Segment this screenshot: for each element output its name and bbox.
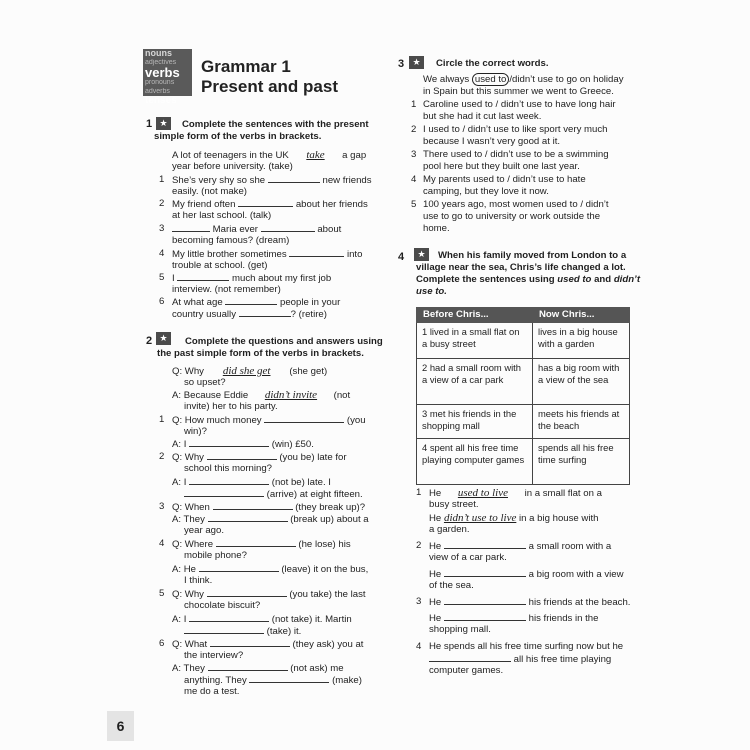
ex2-a1: A: I (win) £50. [172, 439, 314, 450]
item-number: 5 [159, 272, 165, 283]
instruction-line: Complete the questions and answers using [185, 336, 383, 347]
item-number: 5 [411, 199, 417, 210]
item-number: 4 [411, 174, 417, 185]
ex4-s1-cont: busy street. [429, 499, 479, 510]
star-icon: ★ [156, 117, 171, 130]
answer-blank[interactable] [444, 596, 526, 605]
ex2-a4: A: He (leave) it on the bus, [172, 564, 369, 575]
ex1-item-2: My friend often about her friends [172, 199, 368, 210]
ex4-s2: He a small room with a [429, 541, 612, 552]
ex2-a4-cont: I think. [184, 575, 213, 586]
item-number: 4 [159, 248, 165, 259]
table-header: Before Chris... [417, 308, 533, 323]
ex2-example-q-cont: so upset? [184, 377, 226, 388]
ex4-s2-b-cont: of the sea. [429, 580, 474, 591]
item-number: 1 [159, 414, 165, 425]
exercise-2-instruction [157, 336, 383, 360]
ex2-a3: A: They (break up) about a [172, 514, 369, 525]
logo-word: nouns [145, 48, 172, 58]
ex3-item-3-cont: pool here but they built one last year. [423, 161, 580, 172]
ex3-item-5[interactable]: 100 years ago, most women used to / didn’t [423, 199, 609, 210]
example-sentence: A lot of teenagers in the UK take a gap [172, 149, 367, 161]
ex2-q6: Q: What (they ask) you at [172, 639, 364, 650]
answer-blank[interactable] [264, 414, 344, 423]
ex2-q1-cont: win)? [184, 426, 207, 437]
ex2-a6-cont2: me do a test. [184, 686, 240, 697]
answer-blank[interactable] [207, 451, 277, 460]
exercise-3-instruction: Circle the correct words. [436, 58, 549, 69]
page-number: 6 [107, 711, 134, 741]
answer-blank[interactable] [177, 272, 229, 281]
table-cell: 3 met his friends in the shopping mall [417, 405, 533, 439]
ex2-a6: A: They (not ask) me [172, 663, 344, 674]
star-icon: ★ [409, 56, 424, 69]
logo-word: pronouns [145, 79, 175, 86]
logo-word: adverbs [145, 88, 170, 95]
ex3-item-5-cont2: home. [423, 223, 450, 234]
ex1-item-6-cont: country usually ? (retire) [172, 309, 327, 320]
ex4-s3: He his friends at the beach. [429, 597, 631, 608]
item-number: 4 [159, 538, 165, 549]
answer-blank[interactable] [208, 513, 288, 522]
ex1-item-2-cont: at her last school. (talk) [172, 210, 272, 221]
item-number: 6 [159, 638, 165, 649]
grammar-logo [143, 48, 192, 106]
item-number: 3 [159, 223, 165, 234]
instruction-line: the past simple form of the verbs in brackets. [157, 348, 364, 359]
ex2-a6-cont: anything. They (make) [184, 675, 362, 686]
page-title [201, 57, 338, 97]
item-number: 2 [159, 198, 165, 209]
answer-blank[interactable] [216, 538, 296, 547]
answer-blank[interactable] [210, 638, 290, 647]
ex2-q1: Q: How much money (you [172, 415, 366, 426]
item-number: 3 [411, 149, 417, 160]
answer-blank[interactable] [429, 653, 511, 662]
answer-blank[interactable] [184, 625, 264, 634]
answer-blank[interactable] [184, 488, 264, 497]
ex3-example: We always used to /didn’t use to go on holiday [423, 74, 624, 85]
exercise-4-instruction [416, 250, 640, 298]
answer-blank[interactable] [225, 296, 277, 305]
ex4-s4-cont2: computer games. [429, 665, 504, 676]
instruction-line: Complete the sentences using used to and didn’t [416, 274, 641, 285]
answer-blank[interactable] [207, 588, 287, 597]
instruction-line: use to. [416, 286, 447, 297]
item-number: 2 [411, 124, 417, 135]
ex1-item-6: At what age people in your [172, 297, 341, 308]
answer-blank[interactable] [213, 501, 293, 510]
ex2-q2-cont: school this morning? [184, 463, 272, 474]
star-icon: ★ [156, 332, 171, 345]
ex2-example-a-cont: invite) her to his party. [184, 401, 278, 412]
answer-blank[interactable] [289, 248, 344, 257]
instruction-line: village near the sea, Chris’s life changed a lot. [416, 262, 626, 273]
table-cell: lives in a big house with a garden [533, 323, 630, 359]
table-header: Now Chris... [533, 308, 630, 323]
logo-word: verbs [145, 65, 180, 80]
item-number: 1 [416, 487, 422, 498]
title-line: Grammar 1 [201, 57, 291, 76]
exercise-1-number: 1 [146, 118, 153, 130]
ex1-item-3-cont: becoming famous? (dream) [172, 235, 290, 246]
ex3-item-4-cont: camping, but they love it now. [423, 186, 549, 197]
ex4-s4-cont: all his free time playing [429, 653, 611, 666]
answer-blank[interactable] [238, 198, 293, 207]
instruction-line: When his family moved from London to a [438, 250, 627, 261]
ex3-item-5-cont: use to go to university or work outside the [423, 211, 601, 222]
ex1-item-5-cont: interview. (not remember) [172, 284, 281, 295]
example-answer: did she get [222, 365, 271, 377]
star-icon: ★ [414, 248, 429, 261]
example-line: year before university. (take) [172, 161, 293, 172]
answer-blank[interactable] [189, 438, 269, 447]
answer-blank[interactable] [444, 612, 526, 621]
answer-blank[interactable] [172, 223, 210, 232]
ex4-s1-neg: He didn’t use to live in a big house with [429, 512, 599, 524]
ex4-s3-b-cont: shopping mall. [429, 624, 491, 635]
answer-blank[interactable] [189, 613, 269, 622]
ex3-item-1-cont: but she had it cut last week. [423, 111, 542, 122]
item-number: 1 [159, 174, 165, 185]
ex2-example-q: Q: Why did she get (she get) [172, 365, 328, 377]
answer-blank[interactable] [189, 476, 269, 485]
exercise-4-number: 4 [398, 251, 405, 263]
ex3-item-4[interactable]: My parents used to / didn’t use to hate [423, 174, 586, 185]
logo-word: adjectives [145, 59, 177, 66]
table-cell: meets his friends at the beach [533, 405, 630, 439]
ex4-s2-cont: view of a car park. [429, 552, 507, 563]
item-number: 1 [411, 99, 417, 110]
table-cell: 1 lived in a small flat on a busy street [417, 323, 533, 359]
ex2-a2-cont: (arrive) at eight fifteen. [184, 488, 363, 501]
item-number: 2 [159, 451, 165, 462]
ex2-q4: Q: Where (he lose) his [172, 539, 351, 550]
ex2-q4-cont: mobile phone? [184, 550, 247, 561]
ex3-example-cont: in Spain but this summer we went to Greece. [423, 86, 614, 97]
ex3-item-3[interactable]: There used to / didn’t use to be a swimming [423, 149, 609, 160]
before-now-table [416, 307, 630, 485]
answer-blank[interactable] [261, 223, 315, 232]
ex1-item-3: Maria ever about [172, 223, 341, 236]
ex2-a3-cont: year ago. [184, 525, 225, 536]
answer-blank[interactable] [444, 540, 526, 549]
example-answer: used to live [457, 487, 508, 499]
ex3-item-1[interactable]: Caroline used to / didn’t use to have long hair [423, 99, 616, 110]
ex1-item-4-cont: trouble at school. (get) [172, 260, 268, 271]
item-number: 6 [159, 296, 165, 307]
ex4-s3-b: He his friends in the [429, 613, 599, 624]
exercise-3-number: 3 [398, 58, 405, 70]
example-answer: didn’t invite [264, 389, 318, 401]
item-number: 4 [416, 641, 422, 652]
item-number: 5 [159, 588, 165, 599]
item-number: 3 [159, 501, 165, 512]
ex4-s4: He spends all his free time surfing now but he [429, 641, 624, 652]
ex1-item-1: She’s very shy so she new friends [172, 175, 372, 186]
example-answer: take [306, 149, 325, 161]
ex2-q6-cont: the interview? [184, 650, 244, 661]
ex2-a5: A: I (not take) it. Martin [172, 614, 352, 625]
answer-blank[interactable] [208, 662, 288, 671]
table-cell: spends all his free time surfing [533, 439, 630, 485]
ex2-q3: Q: When (they break up)? [172, 502, 366, 513]
exercise-2-number: 2 [146, 335, 153, 347]
ex2-a5-cont: (take) it. [184, 625, 301, 638]
ex3-item-2[interactable]: I used to / didn’t use to like sport very much [423, 124, 608, 135]
example-answer: didn’t use to live [443, 512, 517, 524]
ex1-item-4: My little brother sometimes into [172, 249, 363, 260]
table-cell: 2 had a small room with a view of a car park [417, 359, 533, 405]
ex4-s2-b: He a big room with a view [429, 569, 624, 580]
table-cell: 4 spent all his free time playing computer games [417, 439, 533, 485]
answer-blank[interactable] [239, 308, 291, 317]
ex3-item-2-cont: because I wasn’t very good at it. [423, 136, 561, 147]
table-cell: has a big room with a view of the sea [533, 359, 630, 405]
answer-blank[interactable] [199, 563, 279, 572]
ex2-q5: Q: Why (you take) the last [172, 589, 366, 600]
ex2-a2: A: I (not be) late. I [172, 477, 331, 488]
answer-blank[interactable] [444, 568, 526, 577]
subtitle-line: Present and past [201, 77, 338, 96]
ex2-q5-cont: chocolate biscuit? [184, 600, 261, 611]
answer-blank[interactable] [249, 674, 329, 683]
instruction-line: Complete the sentences with the present [182, 119, 369, 130]
ex1-item-5: I much about my first job [172, 273, 332, 284]
item-number: 2 [416, 540, 422, 551]
ex2-q2: Q: Why (you be) late for [172, 452, 347, 463]
exercise-1-instruction [154, 119, 369, 143]
ex4-s1: He used to live in a small flat on a [429, 487, 602, 499]
ex1-item-1-cont: easily. (not make) [172, 186, 247, 197]
circled-answer: used to [472, 73, 509, 86]
instruction-line: simple form of the verbs in brackets. [154, 131, 322, 142]
item-number: 3 [416, 596, 422, 607]
logo-word: tenses [145, 95, 177, 106]
answer-blank[interactable] [268, 174, 320, 183]
ex4-s1-neg-cont: a garden. [429, 524, 470, 535]
ex2-example-a: A: Because Eddie didn’t invite (not [172, 389, 351, 401]
